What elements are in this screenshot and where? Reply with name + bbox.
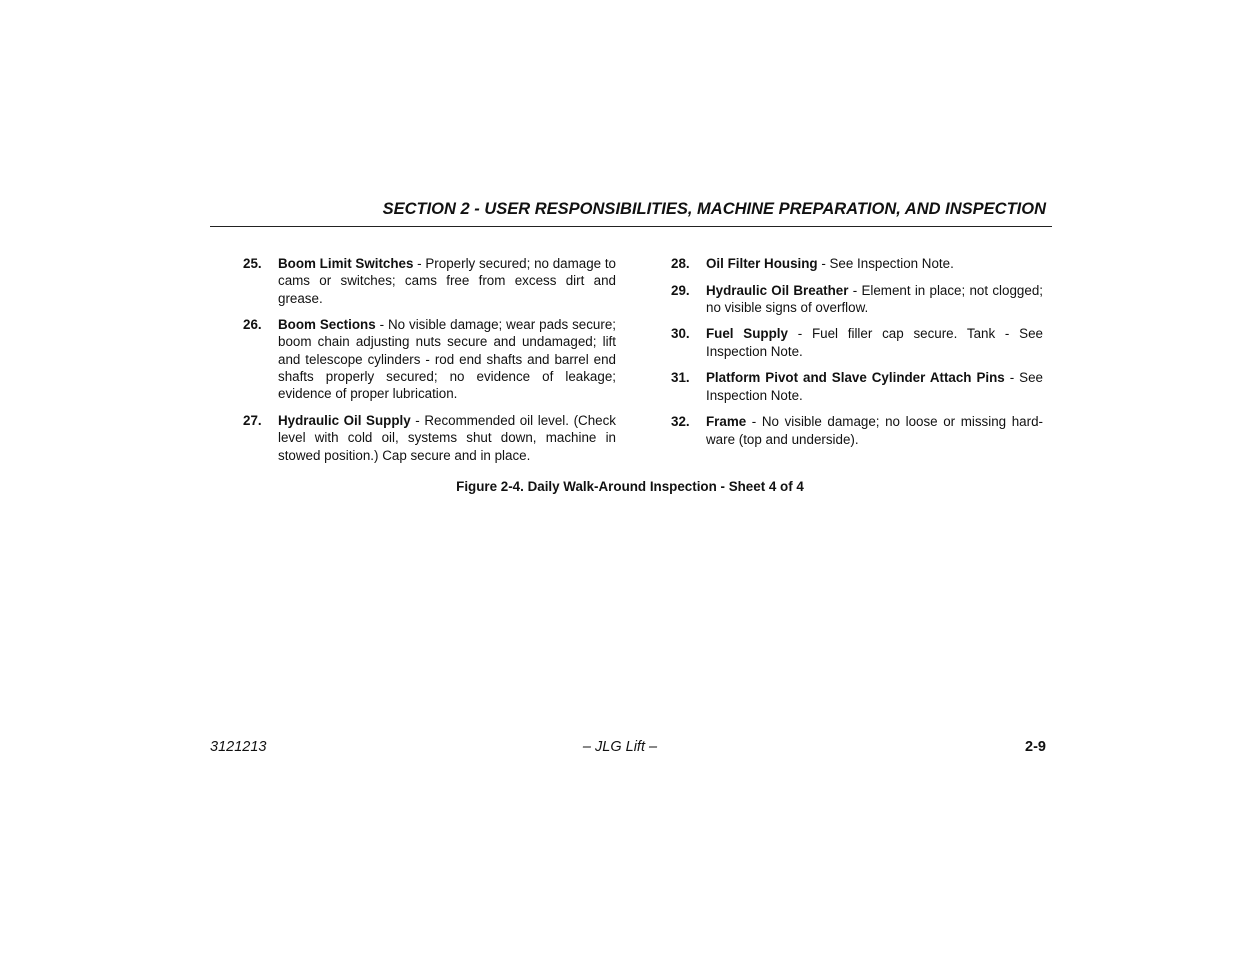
inspection-item <box>671 255 1043 272</box>
inspection-list-left <box>243 255 616 473</box>
inspection-list-right <box>671 255 1043 457</box>
inspection-item <box>671 325 1043 360</box>
item-title: Boom Limit Switches <box>278 256 414 271</box>
item-title: Oil Filter Housing <box>706 256 818 271</box>
section-header-title: SECTION 2 - USER RESPONSIBILITIES, MACHINE PREPARATION, AND INSPECTION <box>382 200 1046 218</box>
footer-publisher: – JLG Lift – <box>582 739 658 755</box>
item-description: - See Inspection Note. <box>706 370 1043 403</box>
item-number: 32. <box>671 414 690 430</box>
inspection-item <box>243 255 616 307</box>
item-title: Platform Pivot and Slave Cylinder Attach Pins <box>706 370 1005 386</box>
item-description: - See Inspection Note. <box>817 256 954 271</box>
inspection-item <box>671 282 1043 317</box>
inspection-item <box>243 316 616 402</box>
item-number: 26. <box>243 317 262 333</box>
item-description: - Element in place; not clogged; no visible signs of overflow. <box>706 282 1043 315</box>
item-description: - Fuel filler cap secure. Tank - See Inspection Note. <box>706 326 1043 359</box>
item-description: - Recommended oil level. (Check level with cold oil, systems shut down, machine in stowed position.) Cap secure and in place. <box>278 412 616 463</box>
item-number: 29. <box>671 282 690 298</box>
item-description: - No visible damage; wear pads secure; boom chain adjusting nuts secure and undamaged; lift and telescope cylinders - rod end shafts and barrel end shafts properly secured; no evidence of leakage; evidence of proper lubrication. <box>278 317 616 402</box>
item-number: 25. <box>243 256 262 271</box>
item-body <box>706 255 1043 272</box>
item-title: Hydraulic Oil Breather <box>706 282 849 298</box>
item-number: 30. <box>671 326 690 342</box>
item-title: Fuel Supply <box>706 326 788 342</box>
item-description: - Properly secured; no damage to cams or switches; cams free from excess dirt and grease. <box>278 256 616 306</box>
item-body <box>706 325 1043 360</box>
footer-doc-number: 3121213 <box>210 739 267 755</box>
item-title: Boom Sections <box>278 317 376 333</box>
item-body <box>706 369 1043 404</box>
item-body <box>278 255 616 307</box>
item-body <box>278 316 616 402</box>
item-number: 27. <box>243 412 262 428</box>
item-number: 28. <box>671 256 690 271</box>
footer-page-number: 2-9 <box>1025 739 1046 755</box>
inspection-item <box>671 369 1043 404</box>
item-body <box>706 413 1043 448</box>
inspection-item <box>243 412 616 464</box>
figure-caption: Figure 2-4. Daily Walk-Around Inspection - Sheet 4 of 4 <box>456 479 804 494</box>
item-number: 31. <box>671 370 690 386</box>
item-title: Frame <box>706 414 747 430</box>
item-title: Hydraulic Oil Supply <box>278 412 411 428</box>
item-body <box>706 282 1043 317</box>
item-body <box>278 412 616 464</box>
inspection-item <box>671 413 1043 448</box>
item-description: - No visible damage; no loose or missing hardware (top and underside). <box>706 414 1043 447</box>
header-divider <box>210 226 1052 227</box>
